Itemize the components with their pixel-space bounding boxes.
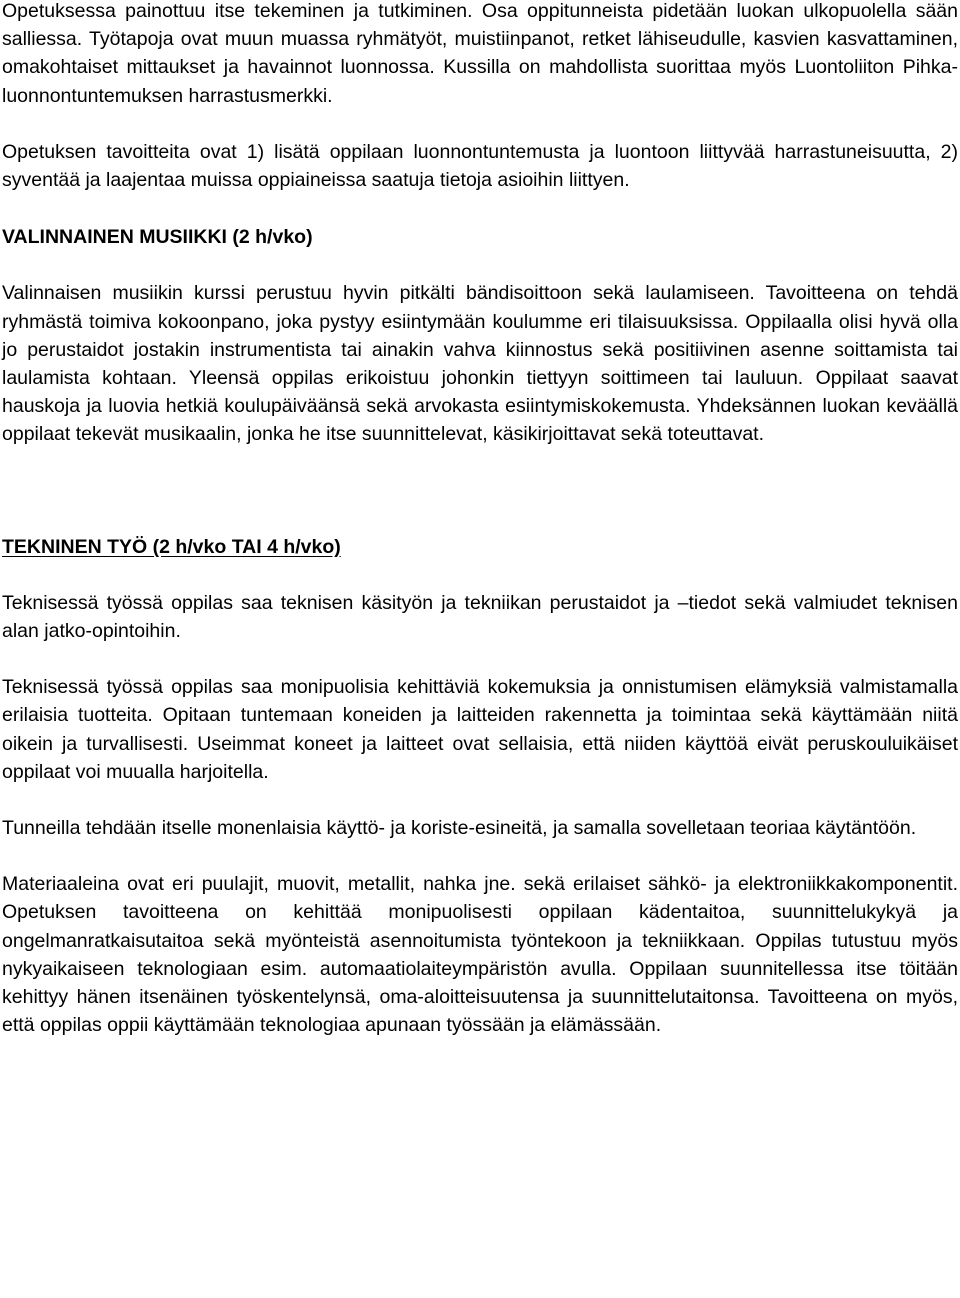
spacer (2, 561, 958, 589)
tech-paragraph-1: Teknisessä työssä oppilas saa teknisen käsityön ja tekniikan perustaidot ja –tiedot sekä valmiudet teknisen alan jatko-opintoihin. (2, 591, 958, 643)
spacer (2, 251, 958, 279)
spacer (2, 786, 958, 814)
tech-paragraph-3: Tunneilla tehdään itselle monenlaisia käyttö- ja koriste-esineitä, ja samalla sovelletaan teoriaa käytäntöön. (2, 817, 917, 840)
spacer (2, 194, 958, 223)
intro-paragraph-2: Opetuksen tavoitteita ovat 1) lisätä oppilaan luonnontuntemusta ja luontoon liittyvää harrastuneisuutta, 2) syventää ja laajentaa muissa oppiaineissa saatuja tietoja asioihin liittyen. (2, 140, 958, 192)
spacer (2, 449, 958, 533)
tech-section-heading: TEKNINEN TYÖ (2 h/vko TAI 4 h/vko) (2, 535, 341, 558)
spacer (2, 645, 958, 673)
intro-paragraph-1: Opetuksessa painottuu itse tekeminen ja tutkiminen. Osa oppitunneista pidetään luokan ulkopuolella sään salliessa. Työtapoja ovat muun muassa ryhmätyöt, muistiinpanot, retket lähiseudulle, kasvien kasvattaminen, omakohtaiset mittaukset ja havainnot luonnossa. Kussilla on mahdollista suorittaa myös Luontoliiton Pihka-luonnontuntemuksen harrastusmerkki. (2, 0, 958, 107)
music-paragraph: Valinnaisen musiikin kurssi perustuu hyvin pitkälti bändisoittoon sekä laulamiseen. Tavoitteena on tehdä ryhmästä toimiva kokoonpano, joka pystyy esiintymään koulumme eri tilaisuuksissa. Oppilaalla olisi hyvä olla jo perustaidot jostakin instrumentista tai ainakin vahva kiinnostus sekä positiivinen asenne soittamista tai laulamista kohtaan. Yleensä oppilas erikoistuu johonkin tiettyyn soittimeen tai lauluun. Oppilaat saavat hauskoja ja luovia hetkiä koulupäiväänsä sekä arvokasta esiintymiskokemusta. Yhdeksännen luokan keväällä oppilaat tekevät musikaalin, jonka he itse suunnittelevat, käsikirjoittavat sekä toteuttavat. (2, 282, 958, 446)
document-page (2, 0, 958, 1039)
tech-paragraph-2: Teknisessä työssä oppilas saa monipuolisia kehittäviä kokemuksia ja onnistumisen elämyksiä valmistamalla erilaisia tuotteita. Opitaan tuntemaan koneiden ja laitteiden rakennetta ja toimintaa sekä käyttämään niitä oikein ja turvallisesti. Useimmat koneet ja laitteet ovat sellaisia, että niiden käyttöä eivät peruskouluikäiset oppilaat voi muualla harjoitella. (2, 676, 958, 783)
spacer (2, 842, 958, 870)
tech-paragraph-4: Materiaaleina ovat eri puulajit, muovit, metallit, nahka jne. sekä erilaiset sähkö- ja elektroniikkakomponentit. Opetuksen tavoitteena on kehittää monipuolisesti oppilaan kädentaitoa, suunnittelukykyä ja ongelmanratkaisutaitoa sekä myönteistä asennoitumista työntekoon ja tekniikkaan. Oppilas tutustuu myös nykyaikaiseen teknologiaan esim. automaatiolaiteympäristön avulla. Oppilaan suunnitellessa itse töitään kehittyy hänen itsenäinen työskentelynsä, oma-aloitteisuutensa ja suunnittelutaitonsa. Tavoitteena on myös, että oppilas oppii käyttämään teknologiaa apunaan työssään ja elämässään. (2, 873, 958, 1037)
music-section-heading: VALINNAINEN MUSIIKKI (2 h/vko) (2, 226, 313, 249)
spacer (2, 110, 958, 138)
